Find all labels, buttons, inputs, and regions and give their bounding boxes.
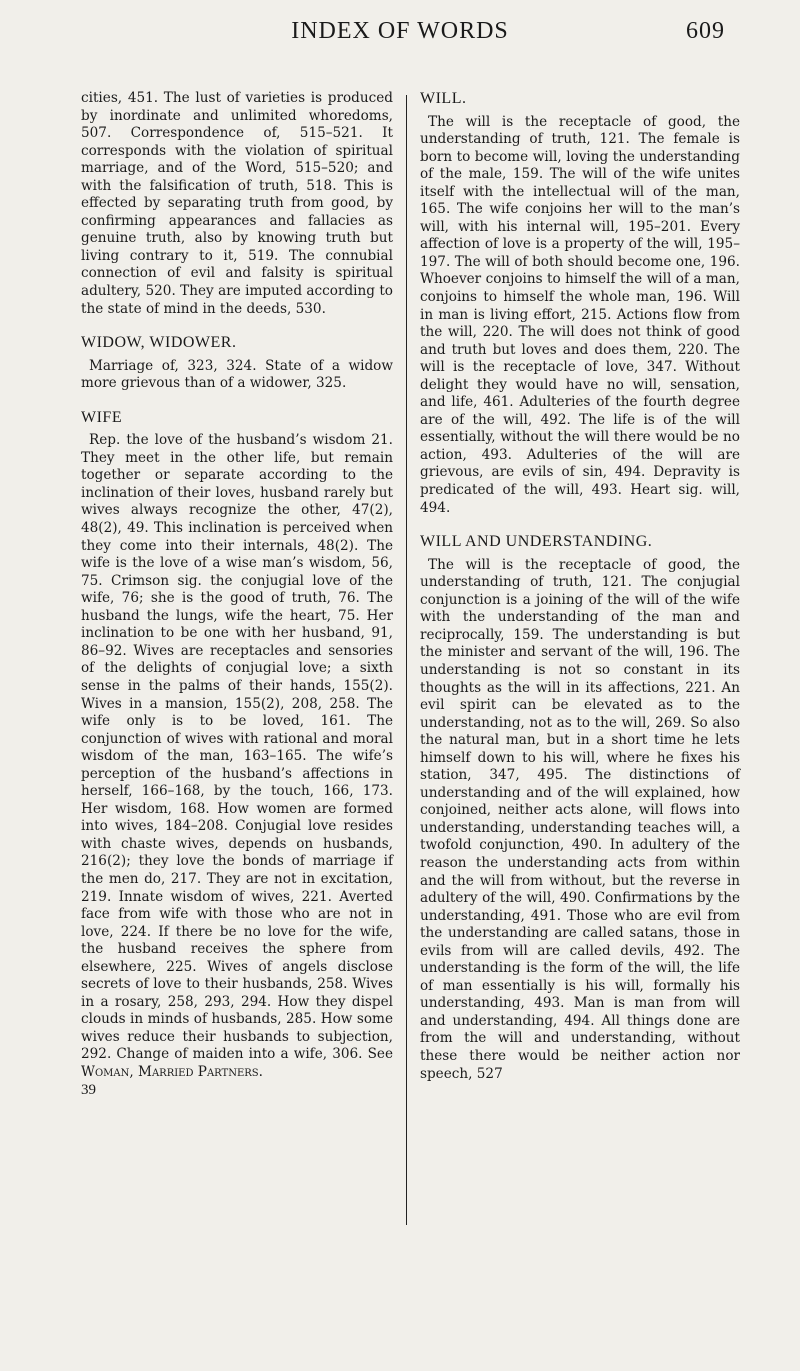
entry-widow: Marriage of, 323, 324. State of a widow more grievous than of a widower, 325. — [81, 357, 393, 392]
entry-wife-text: Rep. the love of the husband’s wisdom 21. They meet in the other life, but remain together or separate according to the inclination of their loves, husband rarely but wives always recognize the other, 47(2), 48(2), 49. This inclination is perceived when they come into their internals, 48(2). The wife is the love of a wise man’s wisdom, 56, 75. Crimson sig. the conjugial love of the wife, 76; she is the good of truth, 76. The husband the lungs, wife the heart, 75. Her inclination to be one with her husband, 91, 86–92. Wives are receptacles and sensories of the delights of conjugial love; a sixth sense in the palms of their hands, 155(2). Wives in a mansion, 155(2), 208, 258. The wife only is to be loved, 161. The conjunction of wives with rational and moral wisdom of the man, 163–165. The wife’s perception of the husband’s affections in herself, 166–168, by the touch, 166, 173. Her wisdom, 168. How women are formed into wives, 184–208. Conjugial love resides with chaste wives, depends on husbands, 216(2); they love the bonds of marriage if the men do, 217. They are not in excitation, 219. Innate wisdom of wives, 221. Averted face from wife with those who are not in love, 224. If there be no love for the wife, the husband receives the sphere from elsewhere, 225. Wives of angels disclose secrets of love to their husbands, 258. Wives in a rosary, 258, 293, 294. How they dispel clouds in minds of husbands, 285. How some wives reduce their husbands to subjection, 292. Change of maiden into a wife, 306. See — [81, 432, 393, 1063]
right-column — [420, 90, 740, 1083]
header-title: INDEX OF WORDS — [291, 18, 509, 44]
heading-will: WILL. — [420, 90, 467, 107]
heading-wife: WIFE — [81, 408, 123, 426]
entry-will: The will is the receptacle of good, the understanding of truth, 121. The female is born to become will, loving the understanding of the male, 159. The will of the wife unites itself with the intellectual will of the man, 165. The wife conjoins her will to the man’s will, with his internal will, 195–201. Every affection of love is a property of the will, 195–197. The will of both should become one, 196. Whoever conjoins to himself the will of a man, conjoins to himself the whole man, 196. Will in man is living effort, 215. Actions flow from the will, 220. The will does not think of good and truth but loves and does them, 220. The will is the receptacle of love, 347. Without delight they would have no will, sensation, and life, 461. Adulteries of the fourth degree are of the will, 492. The life is of the will essentially, without the will there would be no action, 493. Adulteries of the will are grievous, are evils of sin, 494. Depravity is predicated of the will, 493. Heart sig. will, 494. — [420, 113, 740, 516]
heading-widow: WIDOW, WIDOWER. — [81, 334, 237, 352]
heading-will-and-understanding: WILL AND UNDERSTANDING. — [420, 533, 653, 551]
left-column — [81, 90, 393, 1099]
page-number: 609 — [686, 18, 725, 44]
entry-continuation-adultery: cities, 451. The lust of varieties is produced by inordinate and unlimited whoredoms, 507. Correspondence of, 515–521. It corresponds with the violation of spiritual marriage, and of the Word, 515–520; and with the falsification of truth, 518. This is effected by separating truth from good, by confirming appearances and fallacies as genuine truth, also by knowing truth but living contrary to it, 519. The connubial connection of evil and falsity is spiritual adultery, 520. They are imputed according to the state of mind in the deeds, 530. — [81, 90, 393, 317]
entry-wife — [81, 432, 393, 1081]
entry-will-and-understanding: The will is the receptacle of good, the understanding of truth, 121. The conjugial conjunction is a joining of the will of the wife with the understanding of the man and reciprocally, 159. The understanding is but the minister and servant of the will, 196. The understanding is not so constant in its thoughts as the will in its affections, 221. An evil spirit can be elevated as to the understanding, not as to the will, 269. So also the natural man, but in a short time he lets himself down to his will, where he fixes his station, 347, 495. The distinctions of understanding and of the will explained, how conjoined, neither acts alone, will flows into understanding, understanding teaches will, a twofold conjunction, 490. In adultery of the reason the understanding acts from within and the will from without, but the reverse in adultery of the will, 490. Confirmations by the understanding, 491. Those who are evil from the understanding are called satans, those in evils from will are called devils, 492. The understanding is the form of the will, the life of man essentially is his will, formally his understanding, 493. Man is man from will and understanding, 494. All things done are from the will and understanding, without these there would be neither action nor speech, 527 — [420, 556, 740, 1082]
signature-mark: 39 — [81, 1081, 96, 1098]
running-header — [0, 18, 800, 48]
column-divider — [406, 95, 407, 1225]
cross-reference: Woman, Married Partners. — [81, 1063, 263, 1080]
